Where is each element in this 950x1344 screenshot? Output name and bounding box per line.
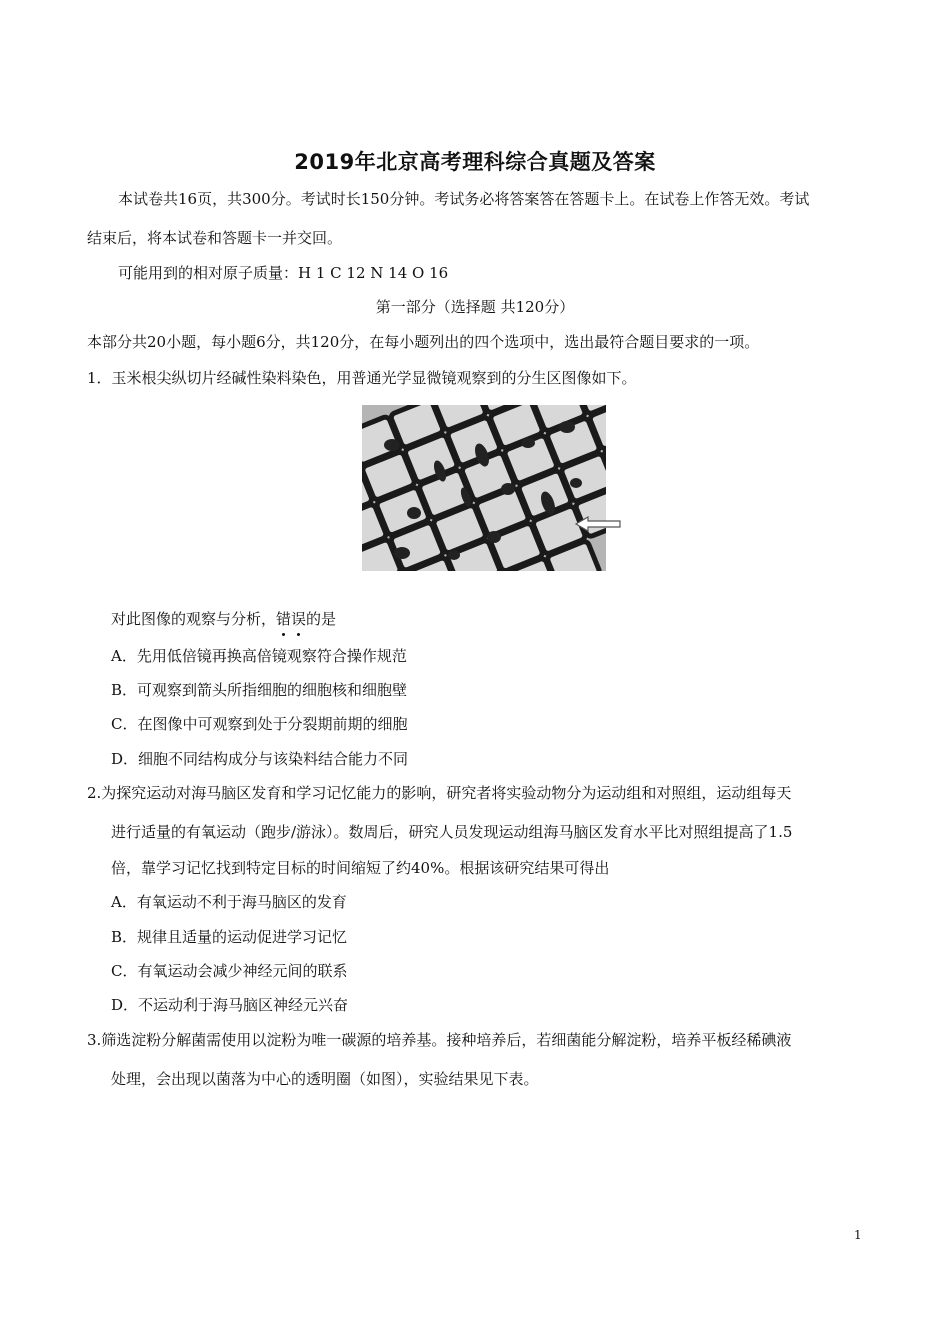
q1-option-d: D．细胞不同结构成分与该染料结合能力不同 [111, 750, 409, 768]
q1-prompt-prefix: 对此图像的观察与分析， [111, 610, 277, 628]
q2-stem-line-3: 倍，靠学习记忆找到特定目标的时间缩短了约40%。根据该研究结果可得出 [111, 859, 610, 877]
q1-stem: 1．玉米根尖纵切片经碱性染料染色，用普通光学显微镜观察到的分生区图像如下。 [87, 369, 637, 387]
q1-prompt [111, 608, 336, 630]
micrograph-image [362, 405, 606, 571]
intro-line-1: 本试卷共16页，共300分。考试时长150分钟。考试务必将答案答在答题卡上。在试卷上作答无效。考试 [118, 190, 810, 208]
q1-emphasis-char-2: 误 [291, 610, 307, 628]
q1-option-c: C．在图像中可观察到处于分裂期前期的细胞 [111, 715, 408, 733]
page-title: 2019年北京高考理科综合真题及答案 [294, 150, 656, 174]
q1-option-a: A．先用低倍镜再换高倍镜观察符合操作规范 [111, 647, 407, 665]
part1-instruction: 本部分共20小题，每小题6分，共120分，在每小题列出的四个选项中，选出最符合题目要求的一项。 [87, 333, 760, 351]
q2-option-c: C．有氧运动会减少神经元间的联系 [111, 962, 348, 980]
intro-line-2: 结束后，将本试卷和答题卡一并交回。 [87, 229, 343, 247]
page-number: 1 [854, 1228, 862, 1242]
q2-stem-line-2: 进行适量的有氧运动（跑步/游泳）。数周后，研究人员发现运动组海马脑区发育水平比对照组提高了1.5 [111, 823, 793, 841]
part1-heading: 第一部分（选择题 共120分） [375, 298, 575, 316]
q2-stem-line-1: 2.为探究运动对海马脑区发育和学习记忆能力的影响，研究者将实验动物分为运动组和对照组，运动组每天 [87, 784, 792, 802]
q1-emphasis-char-1: 错 [276, 610, 292, 628]
q3-stem-line-2: 处理，会出现以菌落为中心的透明圈（如图），实验结果见下表。 [111, 1070, 539, 1088]
q2-option-a: A．有氧运动不利于海马脑区的发育 [111, 893, 347, 911]
q2-option-d: D．不运动利于海马脑区神经元兴奋 [111, 996, 349, 1014]
atomic-mass-line: 可能用到的相对原子质量：H 1 C 12 N 14 O 16 [118, 264, 449, 282]
q1-option-b: B．可观察到箭头所指细胞的细胞核和细胞壁 [111, 681, 408, 699]
micrograph-illustration [362, 405, 606, 571]
arrow-pointer-icon [574, 516, 622, 532]
q2-option-b: B．规律且适量的运动促进学习记忆 [111, 928, 348, 946]
q1-prompt-suffix: 的是 [306, 610, 337, 628]
q3-stem-line-1: 3.筛选淀粉分解菌需使用以淀粉为唯一碳源的培养基。接种培养后，若细菌能分解淀粉，培养平板经稀碘液 [87, 1031, 792, 1049]
